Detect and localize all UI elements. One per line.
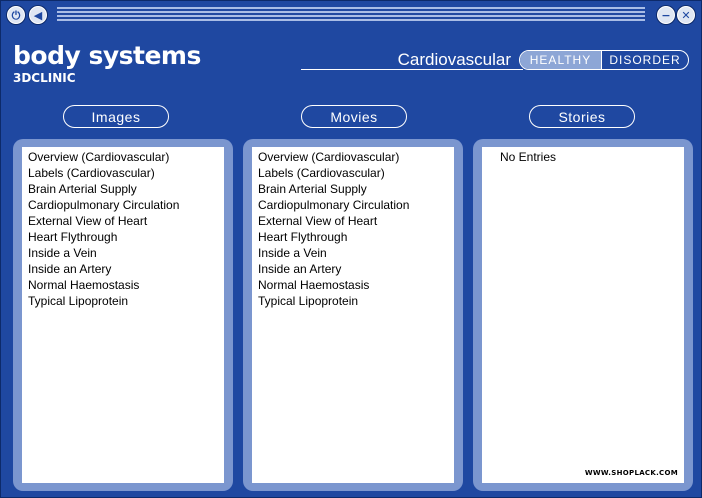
list-item: No Entries <box>500 150 557 164</box>
back-arrow-icon[interactable]: ◀ <box>29 6 47 24</box>
list-item[interactable]: Typical Lipoprotein <box>258 294 359 308</box>
list-item[interactable]: Brain Arterial Supply <box>28 182 137 196</box>
disorder-toggle-option[interactable]: DISORDER <box>609 53 681 67</box>
list-item[interactable]: Inside an Artery <box>28 262 112 276</box>
list-item[interactable]: Inside an Artery <box>258 262 342 276</box>
list-item[interactable]: Brain Arterial Supply <box>258 182 367 196</box>
list-item[interactable]: Inside a Vein <box>258 246 327 260</box>
list-item[interactable]: Normal Haemostasis <box>28 278 140 292</box>
list-item[interactable]: Normal Haemostasis <box>258 278 370 292</box>
movies-button[interactable]: Movies <box>301 105 407 128</box>
title-underline <box>301 69 523 70</box>
brand-logo <box>13 43 201 85</box>
list-item[interactable]: Inside a Vein <box>28 246 97 260</box>
list-item[interactable]: Cardiopulmonary Circulation <box>28 198 180 212</box>
stories-button[interactable]: Stories <box>529 105 635 128</box>
watermark: WWW.SHOPLACK.COM <box>584 469 678 477</box>
title-bar[interactable] <box>1 1 701 29</box>
minimize-icon[interactable]: − <box>657 6 675 24</box>
healthy-disorder-toggle[interactable] <box>519 50 689 70</box>
images-list[interactable] <box>22 147 224 483</box>
movies-panel <box>243 139 463 491</box>
healthy-toggle-option[interactable]: HEALTHY <box>520 51 602 69</box>
list-item[interactable]: Labels (Cardiovascular) <box>258 166 385 180</box>
list-item[interactable]: Heart Flythrough <box>258 230 348 244</box>
list-item[interactable]: External View of Heart <box>258 214 378 228</box>
list-item[interactable]: External View of Heart <box>28 214 148 228</box>
stories-panel <box>473 139 693 491</box>
app-subtitle: 3DCLINIC <box>13 71 76 85</box>
title-bar-grip[interactable] <box>57 7 645 23</box>
app-title: body systems <box>13 41 201 70</box>
stories-list[interactable] <box>482 147 684 483</box>
list-item[interactable]: Overview (Cardiovascular) <box>258 150 400 164</box>
movies-list[interactable] <box>252 147 454 483</box>
list-item[interactable]: Typical Lipoprotein <box>28 294 129 308</box>
list-item[interactable]: Heart Flythrough <box>28 230 118 244</box>
power-icon[interactable]: ⏻ <box>7 6 25 24</box>
close-icon[interactable]: ✕ <box>677 6 695 24</box>
list-item[interactable]: Labels (Cardiovascular) <box>28 166 155 180</box>
system-title: Cardiovascular <box>397 50 511 69</box>
images-panel <box>13 139 233 491</box>
list-item[interactable]: Overview (Cardiovascular) <box>28 150 170 164</box>
list-item[interactable]: Cardiopulmonary Circulation <box>258 198 410 212</box>
images-button[interactable]: Images <box>63 105 169 128</box>
